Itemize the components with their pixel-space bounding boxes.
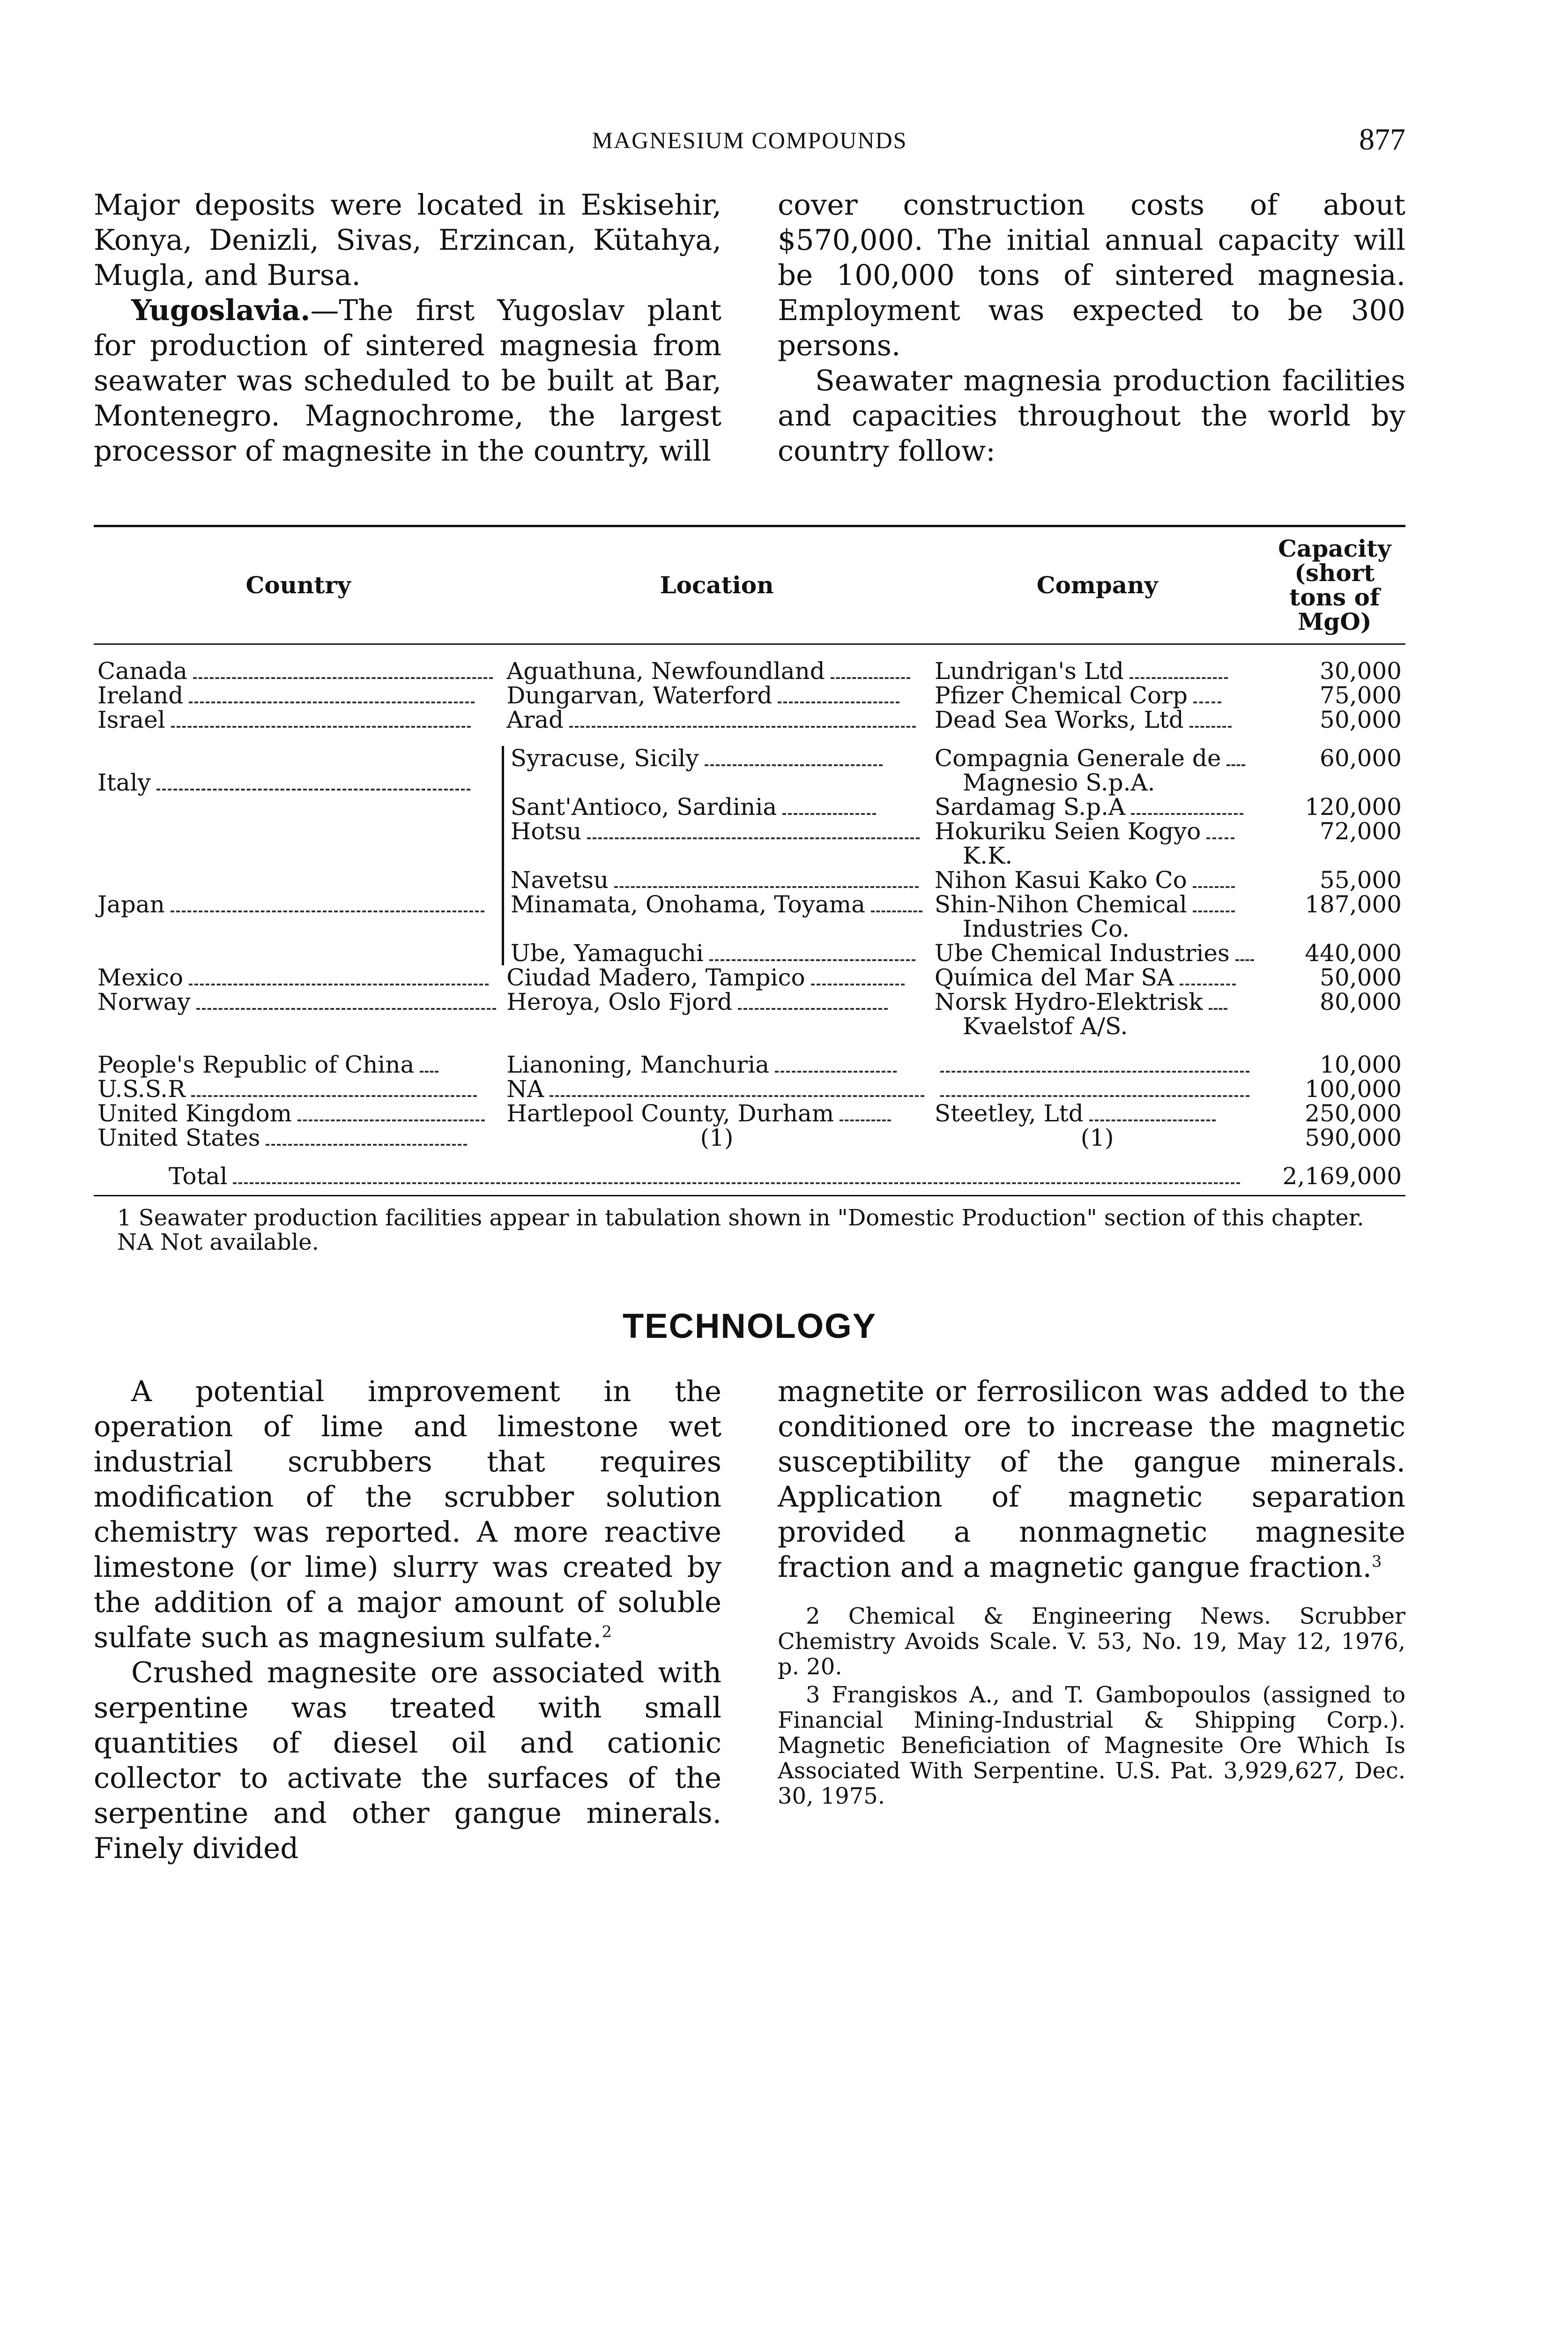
table-footnote-na: NA Not available. (117, 1229, 319, 1255)
country-cell: United Kingdom (97, 1100, 292, 1127)
dot-leader (1235, 955, 1254, 961)
dot-leader (705, 760, 883, 766)
page (94, 108, 1405, 1866)
total-value: 2,169,000 (1263, 1150, 1405, 1196)
country-cell: Japan (97, 891, 165, 918)
country-cell: People's Republic of China (97, 1051, 415, 1078)
capacity-cell: 75,000 (1320, 682, 1402, 709)
company-cell: Ube Chemical Industries (934, 940, 1230, 967)
capacity-cell: 250,000 (1305, 1100, 1402, 1127)
capacity-cell: 120,000 (1305, 793, 1402, 821)
country-cell: Norway (97, 988, 191, 1015)
table-header-row (94, 526, 1405, 644)
company-cell: Química del Mar SA (934, 964, 1174, 991)
location-cell: Navetsu (510, 866, 609, 894)
dot-leader (569, 721, 916, 728)
country-cell: Ireland (97, 682, 184, 709)
capacity-cell: 10,000 (1320, 1051, 1402, 1078)
table-row (94, 917, 1405, 941)
table-row (94, 941, 1405, 965)
header-company: Company (1036, 571, 1158, 599)
magnetite-text: magnetite or ferrosilicon was added to the conditioned ore to increase the magnetic susceptibility of the gangue minerals. Application of magnetic separation provided a nonmagnetic magnesite fraction and a magnetic gangue fraction. (778, 1375, 1405, 1584)
location-cell: Dungarvan, Waterford (506, 682, 773, 709)
company-cell: Steetley, Ltd (934, 1100, 1084, 1127)
technology-columns (94, 1374, 1405, 1866)
capacity-cell: 30,000 (1320, 657, 1402, 685)
scrubber-text: A potential improvement in the operation of lime and limestone wet industrial scrubbers that requires modification of the scrubber solution chemistry was reported. A more reactive limestone (or lime) slurry was created by the addition of a major amount of soluble sulfate such as magnesium sulfate. (94, 1375, 721, 1654)
location-cell: NA (506, 1075, 544, 1103)
company-cell: Pfizer Chemical Corp (934, 682, 1188, 709)
table-row (94, 868, 1405, 892)
country-cell: United States (97, 1124, 260, 1151)
company-cell: Dead Sea Works, Ltd (934, 706, 1184, 733)
yugoslavia-heading: Yugoslavia. (131, 294, 311, 327)
dot-leader (171, 721, 471, 728)
table-row (94, 746, 1405, 770)
dot-leader (871, 906, 922, 912)
magnesite-ore-paragraph: Crushed magnesite ore associated with serpentine was treated with small quantities of diesel oil and cationic collector to activate the surfaces of the serpentine and other gangue minerals. Finely divided (94, 1656, 721, 1865)
dot-leader (297, 1115, 485, 1121)
country-cell: Israel (97, 706, 165, 733)
table-row (94, 1014, 1405, 1038)
dot-leader (266, 1139, 467, 1146)
dot-leader (156, 784, 470, 791)
dot-leader (709, 955, 915, 961)
dot-leader (1193, 881, 1235, 888)
table-row (94, 843, 1405, 868)
capacity-cell: 55,000 (1320, 866, 1402, 894)
footnote-ref-3: 3 (1371, 1552, 1382, 1571)
dot-leader (778, 697, 899, 703)
dot-leader (940, 1090, 1249, 1097)
column-footnotes (778, 1604, 1405, 1809)
dot-leader (191, 1090, 477, 1097)
company-cell: Sardamag S.p.A (934, 793, 1126, 821)
dot-leader (1089, 1115, 1216, 1121)
capacity-cell: 50,000 (1320, 706, 1402, 733)
location-cell: Lianoning, Manchuria (506, 1051, 770, 1078)
location-cell: Heroya, Oslo Fjord (506, 988, 733, 1015)
dot-leader (189, 697, 475, 703)
dot-leader (840, 1115, 891, 1121)
table-body (94, 644, 1405, 1150)
header-location: Location (660, 571, 774, 599)
technology-left-column (94, 1374, 721, 1866)
dot-leader (171, 906, 484, 912)
table-row (94, 708, 1405, 732)
table-row (94, 965, 1405, 990)
table-row (94, 770, 1405, 795)
company-cell: Industries Co. (962, 915, 1130, 942)
dot-leader (196, 1003, 496, 1010)
footnote-3: 3 Frangiskos A., and T. Gambopoulos (assigned to Financial Mining-Industrial & Shipping Corp.). Magnetic Beneficiation of Magnesite Ore Which Is Associated With Serpentine. U.S. Pat. 3,929,627, Dec. 30, 1975. (778, 1682, 1405, 1809)
total-row (94, 1150, 1405, 1196)
location-cell: Minamata, Onohama, Toyama (510, 891, 865, 918)
dot-leader (1131, 808, 1243, 815)
dot-leader (782, 808, 876, 815)
page-number: 877 (1359, 122, 1405, 157)
yugoslavia-paragraph (94, 293, 721, 469)
dot-leader (1209, 1003, 1227, 1010)
table-footnotes (94, 1206, 1405, 1254)
header-country: Country (245, 571, 351, 599)
intro-right-column (778, 187, 1405, 469)
company-cell: K.K. (962, 842, 1013, 869)
table-row (94, 659, 1405, 683)
location-cell: Arad (506, 706, 564, 733)
country-cell: U.S.S.R (97, 1075, 186, 1103)
dot-leader (831, 672, 910, 679)
total-leader (233, 1178, 1240, 1184)
capacity-cell: 72,000 (1320, 818, 1402, 845)
scrubber-paragraph (94, 1374, 721, 1655)
table-row (94, 683, 1405, 708)
dot-leader (1193, 697, 1221, 703)
location-cell: Sant'Antioco, Sardinia (510, 793, 777, 821)
location-cell: (1) (700, 1124, 734, 1151)
construction-paragraph: cover construction costs of about $570,000. The initial annual capacity will be 100,000 tons of sintered magnesia. Employment was expected to be 300 persons. (778, 188, 1405, 362)
table-row (94, 819, 1405, 843)
table-footnote-1: 1 Seawater production facilities appear in tabulation shown in "Domestic Production" section of this chapter. (117, 1205, 1364, 1231)
dot-leader (1189, 721, 1232, 728)
capacity-cell: 80,000 (1320, 988, 1402, 1015)
capacity-cell: 187,000 (1305, 891, 1402, 918)
capacity-cell: 50,000 (1320, 964, 1402, 991)
dot-leader (775, 1066, 897, 1073)
deposits-paragraph: Major deposits were located in Eskisehir, Konya, Denizli, Sivas, Erzincan, Kütahya, Mugla, and Bursa. (94, 188, 721, 292)
location-cell: Aguathuna, Newfoundland (506, 657, 825, 685)
capacity-cell: 590,000 (1305, 1124, 1402, 1151)
footnote-2: 2 Chemical & Engineering News. Scrubber Chemistry Avoids Scale. V. 53, No. 19, May 12, 1976, p. 20. (778, 1603, 1405, 1680)
running-title: MAGNESIUM COMPOUNDS (592, 127, 907, 153)
dot-leader (1180, 979, 1236, 985)
table-row (94, 1126, 1405, 1150)
total-label: Total (169, 1163, 228, 1190)
capacity-cell: 60,000 (1320, 745, 1402, 772)
company-cell: Lundrigan's Ltd (934, 657, 1124, 685)
magnetite-paragraph (778, 1374, 1405, 1585)
dot-leader (420, 1066, 438, 1073)
country-cell: Italy (97, 769, 151, 796)
table-row (94, 795, 1405, 819)
dot-leader (1226, 760, 1245, 766)
country-cell: Mexico (97, 964, 184, 991)
company-cell: Magnesio S.p.A. (962, 769, 1155, 796)
dot-leader (614, 881, 919, 888)
dot-leader (587, 833, 920, 839)
country-cell: Canada (97, 657, 187, 685)
table-row (94, 1052, 1405, 1077)
capacity-table (94, 525, 1405, 1196)
dot-leader (1130, 672, 1228, 679)
running-header (94, 108, 1405, 169)
technology-right-column (778, 1374, 1405, 1866)
dot-leader (1206, 833, 1234, 839)
capacity-cell: 100,000 (1305, 1075, 1402, 1103)
location-cell: Ciudad Madero, Tampico (506, 964, 805, 991)
company-cell: Shin-Nihon Chemical (934, 891, 1187, 918)
header-capacity: Capacity (short tons of MgO) (1278, 535, 1391, 635)
dot-leader (550, 1090, 924, 1097)
dot-leader (193, 672, 493, 679)
company-cell: Nihon Kasui Kako Co (934, 866, 1187, 894)
table-row (94, 1101, 1405, 1126)
company-cell: (1) (1080, 1124, 1114, 1151)
table-row (94, 892, 1405, 917)
intro-left-column (94, 187, 721, 469)
dot-leader (189, 979, 489, 985)
location-cell: Ube, Yamaguchi (510, 940, 704, 967)
footnote-ref-2: 2 (602, 1622, 612, 1641)
location-cell: Hartlepool County, Durham (506, 1100, 834, 1127)
table-row (94, 990, 1405, 1014)
location-cell: Hotsu (510, 818, 582, 845)
seawater-intro-paragraph: Seawater magnesia production facilities and capacities throughout the world by country follow: (778, 364, 1405, 468)
dot-leader (940, 1066, 1249, 1073)
capacity-cell: 440,000 (1305, 940, 1402, 967)
dot-leader (738, 1003, 888, 1010)
intro-columns (94, 187, 1405, 469)
table-row (94, 1077, 1405, 1101)
company-cell: Norsk Hydro-Elektrisk (934, 988, 1203, 1015)
dot-leader (811, 979, 905, 985)
company-cell: Hokuriku Seien Kogyo (934, 818, 1201, 845)
yugoslavia-text: —The first Yugoslav plant for production of sintered magnesia from seawater was scheduled to be built at Bar, Montenegro. Magnochrome, the largest processor of magnesite in the country, will (94, 294, 721, 468)
dot-leader (1193, 906, 1235, 912)
company-cell: Compagnia Generale de (934, 745, 1221, 772)
location-cell: Syracuse, Sicily (510, 745, 699, 772)
section-title: TECHNOLOGY (622, 1306, 877, 1345)
company-cell: Kvaelstof A/S. (962, 1013, 1128, 1040)
